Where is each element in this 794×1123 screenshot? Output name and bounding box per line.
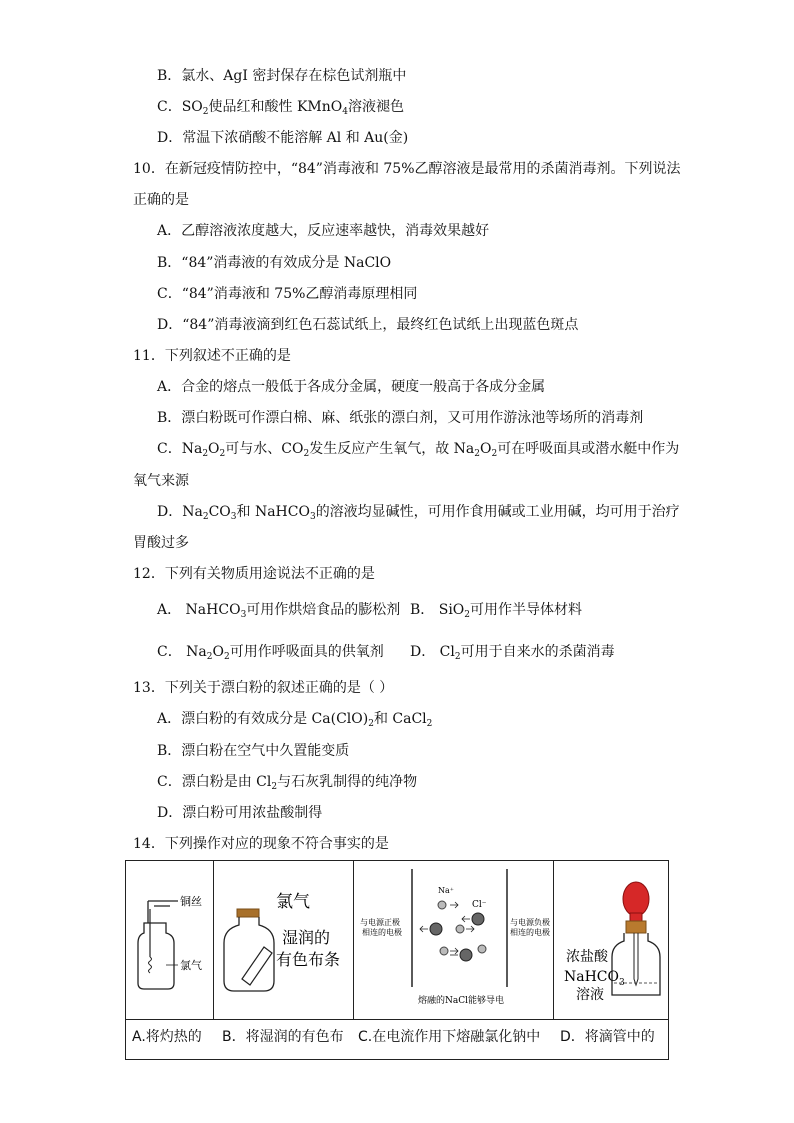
q11-option-a: A．合金的熔点一般低于各成分金属，硬度一般高于各成分金属: [157, 379, 546, 395]
caption-a: A.将灼热的: [132, 1029, 202, 1045]
solution-label: 溶液: [576, 987, 604, 1003]
q11-option-d: D．$Na_2CO_3$和 NaHCO$_3$的溶液均显碱性，可用作食用碱或工业用碱，均可用于治疗: [157, 504, 680, 522]
q11-option-b: B．漂白粉既可作漂白棉、麻、纸张的漂白剂，又可用作游泳池等场所的消毒剂: [157, 410, 644, 426]
q12-option-d: D． $Cl_2$可用于自来水的杀菌消毒: [410, 644, 615, 662]
q13-option-a: A．漂白粉的有效成分是 $Ca(ClO)_2$和 CaCl$_2$: [157, 711, 433, 729]
q11-option-d-cont: 胃酸过多: [133, 535, 189, 551]
q9-option-c: C．$SO_2$使品红和酸性 KMnO$_4$溶液褪色: [157, 99, 404, 117]
q13-option-d: D．漂白粉可用浓盐酸制得: [157, 805, 323, 821]
figure-d-cell: [554, 861, 668, 1019]
chlorine-label-b: 氯气: [276, 892, 310, 912]
cathode-label-2: 相连的电极: [510, 928, 550, 937]
q14-stem: 14．下列操作对应的现象不符合事实的是: [133, 836, 389, 852]
bottle-with-cloth-figure: [214, 861, 354, 1019]
molten-nacl-caption: 熔融的NaCl能够导电: [418, 996, 505, 1006]
conc-hcl-label: 浓盐酸: [566, 949, 608, 965]
wet-label: 湿润的: [282, 928, 331, 947]
chlorine-label-a: 氯气: [180, 959, 202, 972]
copper-wire-in-chlorine-figure: [126, 861, 214, 1019]
cathode-label-1: 与电源负极: [510, 918, 550, 927]
anode-label-1: 与电源正极: [360, 918, 400, 927]
anode-label-2: 相连的电极: [362, 928, 402, 937]
q10-option-c: C．“84”消毒液和 75%乙醇消毒原理相同: [157, 286, 418, 302]
q12-option-c: C． $Na_2O_2$可用作呼吸面具的供氧剂: [157, 644, 384, 662]
q10-stem-cont: 正确的是: [133, 192, 189, 208]
q13-stem: 13．下列关于漂白粉的叙述正确的是（ ）: [133, 680, 394, 696]
copper-wire-label: 铜丝: [180, 895, 202, 908]
nahco3-label: NaHCO$_3$: [564, 969, 625, 988]
dropper-bottle-figure: [554, 861, 668, 1019]
colored-cloth-label: 有色布条: [276, 950, 341, 969]
sodium-ion-label: Na⁺: [438, 886, 454, 895]
q11-option-c: C．$Na_2O_2$可与水、$CO_2$发生反应产生氧气，故 $Na_2O_2$可在呼吸面具或潜水艇中作为: [157, 441, 680, 459]
caption-b: B．将湿润的有色布: [222, 1029, 344, 1045]
chloride-ion-label: Cl⁻: [472, 900, 487, 910]
caption-c: C.在电流作用下熔融氯化钠中: [358, 1029, 541, 1045]
q13-option-b: B．漂白粉在空气中久置能变质: [157, 743, 350, 759]
q9-option-d: D．常温下浓硝酸不能溶解 Al 和 Au(金): [157, 130, 409, 146]
q12-option-b: B． SiO$_2$可用作半导体材料: [410, 602, 583, 620]
q12-option-a: A． NaHCO$_3$可用作烘焙食品的膨松剂: [157, 602, 401, 620]
figure-c-cell: [354, 861, 554, 1019]
q11-option-c-cont: 氧气来源: [133, 473, 189, 489]
q11-stem: 11．下列叙述不正确的是: [133, 348, 291, 364]
caption-d: D．将滴管中的: [560, 1029, 655, 1045]
molten-nacl-electrolysis-figure: [354, 861, 554, 1019]
q13-option-c: C．漂白粉是由 $Cl_2$与石灰乳制得的纯净物: [157, 774, 418, 792]
q10-option-b: B．“84”消毒液的有效成分是 NaClO: [157, 255, 392, 271]
q10-option-d: D．“84”消毒液滴到红色石蕊试纸上，最终红色试纸上出现蓝色斑点: [157, 317, 579, 333]
q14-figure-table: [125, 860, 669, 1060]
q10-stem: 10．在新冠疫情防控中，“84”消毒液和 75%乙醇溶液是最常用的杀菌消毒剂。下列说法: [133, 161, 681, 177]
q12-stem: 12．下列有关物质用途说法不正确的是: [133, 566, 375, 582]
q9-option-b: B．氯水、AgI 密封保存在棕色试剂瓶中: [157, 68, 407, 84]
figure-b-cell: [214, 861, 354, 1019]
figure-a-cell: [126, 861, 214, 1019]
q10-option-a: A．乙醇溶液浓度越大，反应速率越快，消毒效果越好: [157, 223, 490, 239]
table-divider: [126, 1019, 668, 1020]
